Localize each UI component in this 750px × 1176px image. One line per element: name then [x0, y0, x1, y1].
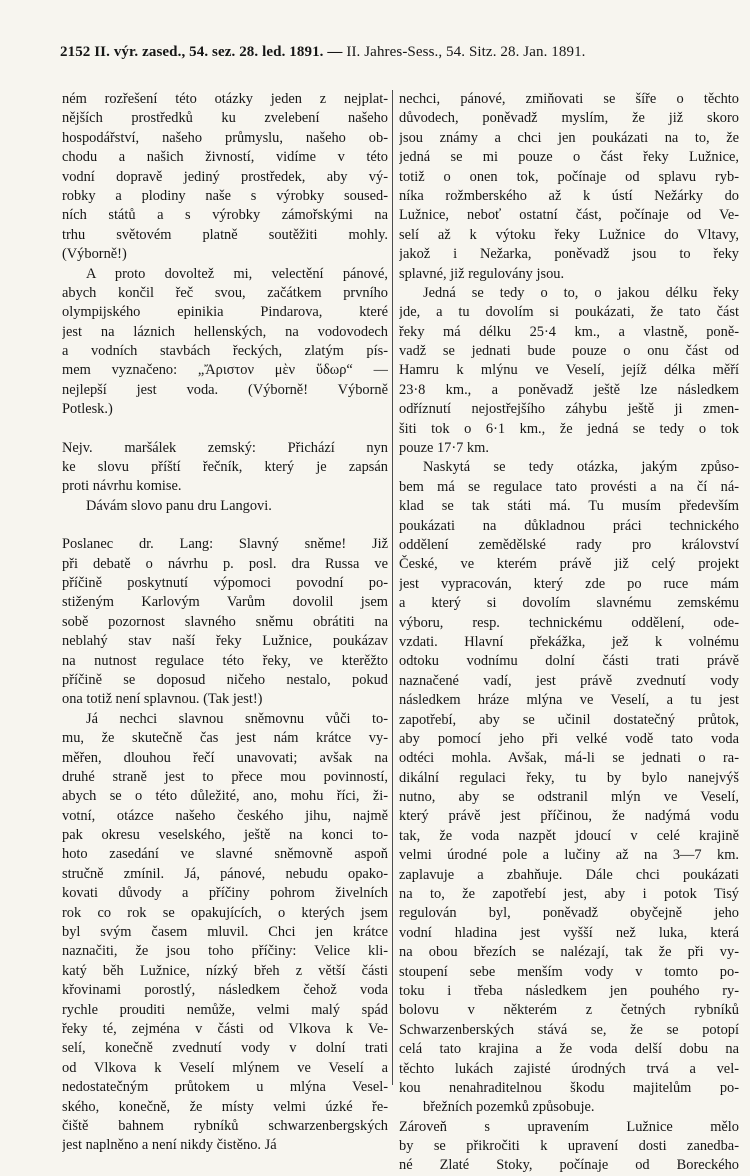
text-line: kovati důvody a příčiny pohrom živelních [62, 885, 388, 902]
text-line: nutno, aby se odstranil mlýn ve Veselí, [399, 789, 739, 806]
text-line: jest na láznich hellenských, na vodovodech [62, 323, 388, 340]
text-line: důvodech, poněvadž myslím, že již skoro [399, 110, 739, 127]
text-line: selí až k výtoku řeky Lužnice do Vltavy, [399, 226, 739, 243]
text-line: Jedná se tedy o to, o jakou délku řeky [423, 284, 739, 301]
text-line: totiž o onen tok, počínaje od splavu ryb- [399, 168, 739, 185]
header-left: 2152 II. výr. zased., 54. sez. 28. led. 1891. [60, 44, 324, 60]
text-line: řeky má délku 25·4 km., a vlastně, poně- [399, 323, 739, 340]
text-line: Hamru k mlýnu ve Veselí, jejíž délka měří [399, 362, 739, 379]
text-line: ném rozřešení této otázky jeden z nejplat- [62, 91, 388, 107]
text-line: neblahý stav naší řeky Lužnice, poukázav [62, 633, 388, 650]
text-line: Schwarzenberských stává se, že se potopí [399, 1021, 739, 1038]
text-line: ona totiž není splavnou. (Tak jest!) [62, 691, 263, 708]
text-line: (Výborně!) [62, 246, 127, 263]
text-line: bem má se regulace tato provésti a na čí ná- [399, 478, 739, 495]
text-line: abych se o této důležité, ano, mohu říci, ži- [62, 788, 388, 805]
text-line: odříznutí nejostřejšího záhybu ještě ji zmen- [399, 401, 739, 418]
text-line: vadž se jednati bude pouze o onu část od [399, 343, 739, 360]
text-line: jsou známy a chci jen poukázati na to, že [399, 129, 739, 146]
text-line: olympijského epinikia Pindarova, které [62, 304, 388, 321]
text-line: řeky té, zejména v části od Vlkova k Ve- [62, 1020, 388, 1037]
text-line: poukázati na důkladnou práci technického [399, 517, 739, 534]
text-line: mu, že skutečně čas jest nám krátce vy- [62, 730, 388, 747]
text-line: pouze 17·7 km. [399, 440, 489, 457]
text-line: příčině poskytnutí výpomoci povodní po- [62, 574, 388, 591]
text-line: 23·8 km., a poněvadž ještě lze následkem [399, 381, 739, 398]
text-line: na to, že zapotřebí jest, aby i potok Tisý [399, 886, 739, 903]
text-line: regulován byl, poněvadž obyčejně jeho [399, 905, 739, 922]
text-line: né Zlaté Stoky, počínaje od Boreckého [399, 1157, 739, 1174]
text-line: jest naplněno a není nikdy čistěno. Já [62, 1137, 277, 1154]
text-line: druhé straně jest to přece mou povinností, [62, 768, 388, 785]
text-line: křovinami porostlý, následkem čehož voda [62, 982, 388, 999]
text-line: kou nenahraditelnou škodu majitelům po- [399, 1079, 739, 1096]
text-line: příčině se doposud ničeho nestalo, pokud [62, 671, 388, 688]
text-line: nejlepší jest voda. (Výborně! Výborně [62, 381, 388, 398]
text-line: jest vypracován, který zde po ruce mám [399, 575, 739, 592]
text-line: Já nechci slavnou sněmovnu vůči to- [86, 710, 388, 727]
text-line: bolovu v některém z četných rybníků [399, 1002, 739, 1019]
text-line: následkem hráze mlýna ve Veselí, a tu jest [399, 692, 739, 709]
text-line: jde, a tu dovolím si poukázati, že tato část [399, 304, 739, 321]
text-line: chodu a našich živností, vidíme v této [62, 149, 388, 166]
text-line: na obou březích se nalézají, tak že při vy- [399, 944, 739, 961]
text-line: votní, otázce našeho českého jihu, najmě [62, 807, 388, 824]
header-separator: — [327, 44, 343, 60]
left-column [62, 90, 388, 1154]
text-line: a vodních stavbách řeckých, zlatým pís- [62, 343, 388, 360]
text-line: šiti tok o 6·1 km., že jedná se tedy o tok [399, 420, 739, 437]
text-line: celá tato krajina a že voda delší dobu na [399, 1041, 739, 1058]
text-line: zaplavuje a zbahňuje. Dále chci poukázati [399, 866, 739, 883]
text-line: klad se tak státi má. Tu musím především [399, 498, 739, 515]
text-line: stiženým Karlovým Varům dovolil jsem [62, 594, 388, 611]
text-line: nedostatečným průtokem u mlýna Vesel- [62, 1079, 388, 1096]
text-line: a který si dovolím slavnému zemskému [399, 595, 739, 612]
text-line: ského, konečně, že místy velmi úzké ře- [62, 1098, 388, 1115]
header-right: II. Jahres-Sess., 54. Sitz. 28. Jan. 1891. [346, 44, 586, 60]
text-line: jakož i Nežarka, poněvadž jsou to řeky [399, 246, 739, 263]
page-header [60, 44, 738, 61]
text-line: ních států a s výrobky zámořskými na [62, 207, 388, 224]
text-line: České, ve kterém právě již celý projekt [399, 556, 739, 573]
text-line: mem vyznačeno: „Ἄριστον μὲν ὕδωρ“ — [62, 362, 388, 379]
text-line: splavné, již regulovány jsou. [399, 265, 565, 282]
text-line: Dávám slovo panu dru Langovi. [86, 497, 272, 514]
right-column [399, 90, 739, 1174]
text-line: měřen, dlouhou řečí unavovati; avšak na [62, 749, 388, 766]
text-line: na nutnost regulace této řeky, ve kterěžto [62, 652, 388, 669]
text-line: zapotřebí, aby se učinil dostatečný průtok, [399, 711, 739, 728]
text-line: rychle prouditi nemůže, velmi malý spád [62, 1001, 388, 1018]
text-line: vodní hladina jest vyšší než luka, která [399, 924, 739, 941]
text-line: hoto zasedání ve slavné sněmovně aspoň [62, 846, 388, 863]
text-line: naznačené vadí, jest právě zvednutí vody [399, 672, 739, 689]
text-line: Zároveň s upravením Lužnice mělo [399, 1118, 739, 1135]
text-line: Nejv. maršálek zemský: Přichází nyn [62, 439, 388, 456]
text-line: níka rožmberského až k ústí Nežárky do [399, 187, 739, 204]
text-line: aby pomocí jeho při velké vodě tato voda [399, 730, 739, 747]
text-line: odtéci mohla. Avšak, má-li se jednati o ra- [399, 750, 739, 767]
text-line: selí, konečně zvednutí vody v dolní trati [62, 1040, 388, 1057]
text-line: Potlesk.) [62, 401, 113, 418]
text-line: odtoku vodnímu dolní části trati právě [399, 653, 739, 670]
text-line: byl svým časem mluvil. Chci jen krátce [62, 924, 388, 941]
paragraph-gap [62, 420, 388, 439]
text-line: nechci, pánové, zmiňovati se šíře o těchto [399, 91, 739, 107]
text-line: proti návrhu komise. [62, 478, 182, 495]
text-line: Naskytá se tedy otázka, jakým způso- [423, 459, 739, 476]
text-line: Lužnice, neboť ostatní část, počínaje od Ve- [399, 207, 739, 224]
text-line: Poslanec dr. Lang: Slavný sněme! Již [62, 536, 388, 553]
text-line: při debatě o návrhu p. posl. dra Russa ve [62, 555, 388, 572]
text-line: katý běh Lužnice, nízký břeh z větší části [62, 962, 388, 979]
text-line: stoupení sebe menším vody v tomto po- [399, 963, 739, 980]
text-line: ke slovu příští řečník, který je zapsán [62, 459, 388, 476]
text-line: který právě jest příčinou, že nadýmá vodu [399, 808, 739, 825]
text-line: sobě pozornost slavného sněmu obrátiti na [62, 613, 388, 630]
column-divider [392, 90, 393, 1085]
text-line: tak, že voda nazpět jdoucí v celé krajině [399, 827, 739, 844]
text-line: od Vlkova k Veselí mlýnem ve Veselí a [62, 1059, 388, 1076]
text-line: velmi úrodné pole a lučiny až na 3—7 km. [399, 847, 739, 864]
text-line: robky a plodiny naše s výrobky soused- [62, 187, 388, 204]
text-line: pak okresu veselského, ještě na konci to- [62, 827, 388, 844]
text-line: vzdati. Hlavní překážka, jež k volnému [399, 633, 739, 650]
text-line: rok co rok se opakujících, o kterých jsem [62, 904, 388, 921]
text-line: by se přikročiti k upravení dosti zanedba- [399, 1138, 739, 1155]
text-line: abych končil řeč svou, začátkem prvního [62, 284, 388, 301]
text-line: břežních pozemků způsobuje. [423, 1099, 595, 1116]
text-line: nějších prostředků ku zvelebení našeho [62, 110, 388, 127]
text-line: těchto lukách zajisté úrodných trvá a vel- [399, 1060, 739, 1077]
text-line: A proto dovoltež mi, velectění pánové, [86, 265, 388, 282]
text-line: oddělení zemědělské rady pro království [399, 536, 739, 553]
paragraph-gap [62, 516, 388, 535]
text-line: jedná se mi pouze o část řeky Lužnice, [399, 149, 739, 166]
text-line: dikální regulaci řeky, tu by bylo nanejvýš [399, 769, 739, 786]
text-line: vodní dopravě jediný prostředek, aby vý- [62, 168, 388, 185]
text-line: hospodářství, našeho průmyslu, našeho ob- [62, 129, 388, 146]
text-line: stručně zmínil. Já, pánové, nebudu opako- [62, 865, 388, 882]
text-line: naznačiti, že jsou toho příčiny: Velice kli- [62, 943, 388, 960]
text-line: výboru, resp. technickému oddělení, ode- [399, 614, 739, 631]
text-line: toku i třeba následkem jen pouhého ry- [399, 982, 739, 999]
text-line: čiště bahnem rybníků schwarzenbergských [62, 1117, 388, 1134]
text-line: trhu světovém platně soutěžiti mohly. [62, 226, 388, 243]
